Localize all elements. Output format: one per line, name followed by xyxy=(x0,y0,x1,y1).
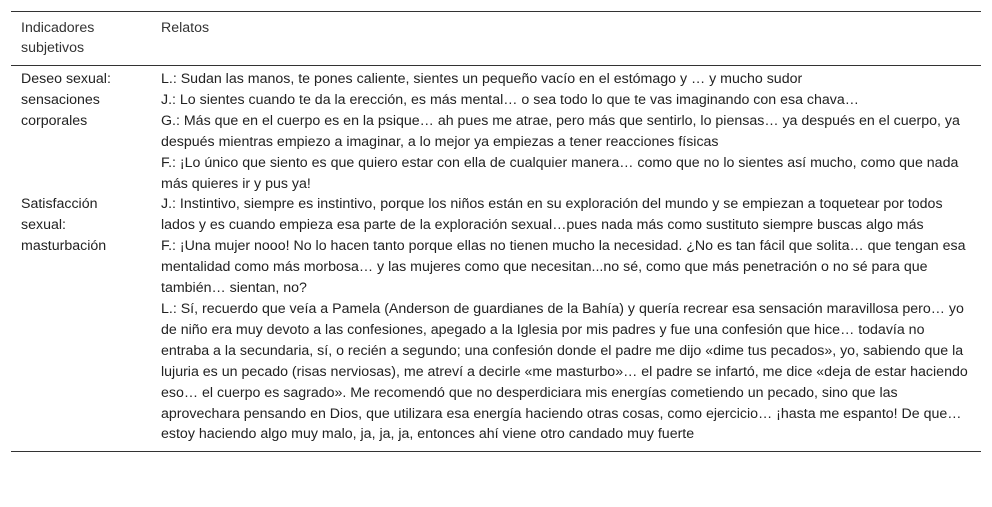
indicator-cell: Satisfacción sexual: masturbación xyxy=(21,196,107,255)
quote-item: F.: ¡Una mujer nooo! No lo hacen tanto porque ellas no tienen mucho la necesidad. ¿No es tan fácil que solita… que tengan esa mentalidad como más morbosa… y las mujeres como que necesitan...no sé, como que más penetración o no sé para que también… sientan, no? xyxy=(161,238,966,297)
header-relatos: Relatos xyxy=(161,20,210,36)
quotes-cell xyxy=(151,66,981,195)
quote-item: F.: ¡Lo único que siento es que quiero estar con ella de cualquier manera… como que no lo sientes así mucho, como que nada más quieres ir y pus ya! xyxy=(161,154,959,192)
indicator-cell: Deseo sexual: sensaciones corporales xyxy=(21,71,111,129)
table-row xyxy=(11,194,981,451)
header-row xyxy=(11,12,981,66)
header-indicadores: Indicadores subjetivos xyxy=(21,20,95,56)
quote-item: J.: Instintivo, siempre es instintivo, porque los niños están en su exploración del mundo y se empiezan a toquetear por todos lados y es cuando empieza esa parte de la exploración sexual…pues nada más como sustituto siempre buscas algo más xyxy=(161,196,943,234)
quote-item: L.: Sudan las manos, te pones caliente, sientes un pequeño vacío en el estómago y … y mucho sudor xyxy=(161,71,803,87)
data-table-container xyxy=(11,11,981,452)
table-row xyxy=(11,66,981,195)
quote-item: L.: Sí, recuerdo que veía a Pamela (Anderson de guardianes de la Bahía) y quería recrear esa sensación maravillosa pero… yo de niño era muy devoto a las confesiones, apegado a la Iglesia por mis padres y fue una confesión que hice… todavía no entraba a la secundaria, sí, o recién a segundo; una confesión donde el padre me dijo «dime tus pecados», yo, sabiendo que la lujuria es un pecado (risas nerviosas), me atreví a decirle «me masturbo»… el padre se infartó, me dice «deja de estar haciendo eso… el cuerpo es sagrado». Me recomendó que no desperdiciara mis energías cometiendo un pecado, sino que las aprovechara pensando en Dios, que utilizara esa energía haciendo otras cosas, como ejercicio… ¡hasta me espanto! De que… estoy haciendo algo muy malo, ja, ja, ja, entonces ahí viene otro candado muy fuerte xyxy=(161,300,968,443)
table-header xyxy=(11,12,981,66)
quotes-cell xyxy=(151,194,981,451)
table-body xyxy=(11,66,981,452)
subjective-indicators-table xyxy=(11,11,981,452)
quote-item: J.: Lo sientes cuando te da la erección, es más mental… o sea todo lo que te vas imaginando con esa chava… xyxy=(161,91,859,108)
quote-item: G.: Más que en el cuerpo es en la psique… ah pues me atrae, pero más que sentirlo, lo piensas… ya después en el cuerpo, ya después mientras empiezo a imaginar, a lo mejor ya empiezas a tener reacciones físicas xyxy=(161,112,960,150)
